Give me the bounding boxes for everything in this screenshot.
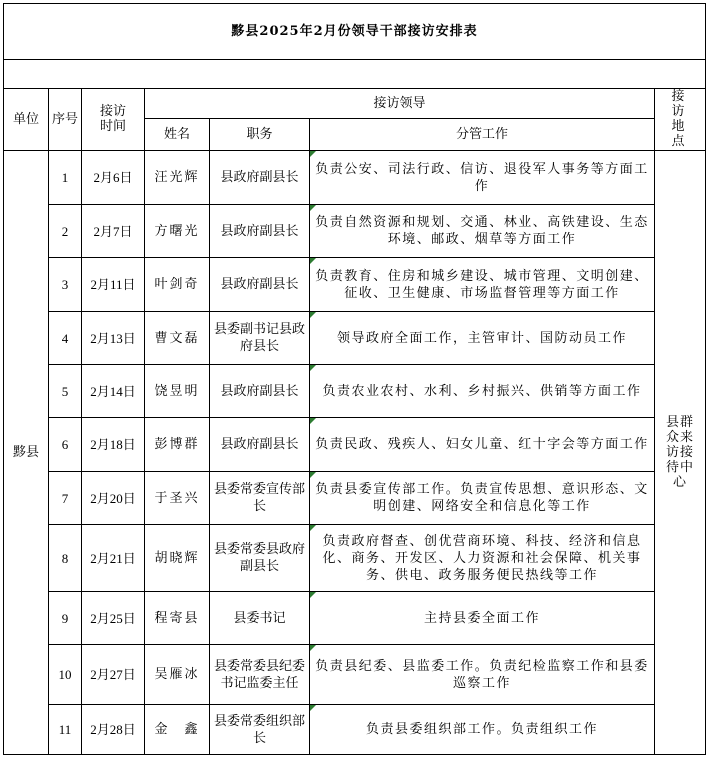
page-title: 黟县2025年2月份领导干部接访安排表	[4, 4, 706, 60]
name-cell: 吴雁冰	[145, 645, 210, 705]
position-cell: 县委常委组织部长	[210, 705, 310, 755]
table-row	[4, 258, 706, 312]
name-cell: 胡晓辉	[145, 525, 210, 592]
header-name: 姓名	[145, 119, 210, 151]
name-cell: 汪光辉	[145, 151, 210, 205]
duty-cell: 负责民政、残疾人、妇女儿童、红十字会等方面工作	[310, 418, 655, 472]
seq-cell: 4	[49, 312, 82, 365]
seq-cell: 8	[49, 525, 82, 592]
header-seq: 序号	[49, 89, 82, 151]
table-row	[4, 645, 706, 705]
date-cell: 2月27日	[82, 645, 145, 705]
position-cell: 县委常委县政府副县长	[210, 525, 310, 592]
name-cell: 叶剑奇	[145, 258, 210, 312]
table-row	[4, 365, 706, 418]
table-row	[4, 472, 706, 525]
position-cell: 县政府副县长	[210, 205, 310, 258]
date-cell: 2月7日	[82, 205, 145, 258]
date-cell: 2月6日	[82, 151, 145, 205]
table-row	[4, 205, 706, 258]
position-cell: 县委常委县纪委书记监委主任	[210, 645, 310, 705]
date-cell: 2月11日	[82, 258, 145, 312]
position-cell: 县政府副县长	[210, 418, 310, 472]
duty-cell: 领导政府全面工作，主管审计、国防动员工作	[310, 312, 655, 365]
date-cell: 2月20日	[82, 472, 145, 525]
date-cell: 2月28日	[82, 705, 145, 755]
seq-cell: 6	[49, 418, 82, 472]
header-time: 接访时间	[82, 89, 145, 151]
duty-cell: 负责农业农村、水利、乡村振兴、供销等方面工作	[310, 365, 655, 418]
name-cell: 金 鑫	[145, 705, 210, 755]
date-cell: 2月14日	[82, 365, 145, 418]
name-cell: 程寄县	[145, 592, 210, 645]
duty-cell: 负责县纪委、县监委工作。负责纪检监察工作和县委巡察工作	[310, 645, 655, 705]
seq-cell: 7	[49, 472, 82, 525]
duty-cell: 负责自然资源和规划、交通、林业、高铁建设、生态环境、邮政、烟草等方面工作	[310, 205, 655, 258]
position-cell: 县政府副县长	[210, 151, 310, 205]
reception-schedule-table	[3, 3, 706, 755]
name-cell: 饶昱明	[145, 365, 210, 418]
date-cell: 2月21日	[82, 525, 145, 592]
table-row	[4, 151, 706, 205]
duty-cell: 负责县委宣传部工作。负责宣传思想、意识形态、文明创建、网络安全和信息化等工作	[310, 472, 655, 525]
position-cell: 县委书记	[210, 592, 310, 645]
duty-cell: 负责教育、住房和城乡建设、城市管理、文明创建、征收、卫生健康、市场监督管理等方面工作	[310, 258, 655, 312]
header-location: 接访地点	[655, 89, 706, 151]
position-cell: 县委副书记县政府县长	[210, 312, 310, 365]
seq-cell: 11	[49, 705, 82, 755]
table-row	[4, 592, 706, 645]
location-cell: 县群众来访接待中心	[655, 151, 706, 755]
position-cell: 县委常委宣传部长	[210, 472, 310, 525]
date-cell: 2月18日	[82, 418, 145, 472]
blank-row	[4, 60, 706, 89]
date-cell: 2月13日	[82, 312, 145, 365]
header-duty: 分管工作	[310, 119, 655, 151]
table-row	[4, 312, 706, 365]
position-cell: 县政府副县长	[210, 365, 310, 418]
duty-cell: 负责公安、司法行政、信访、退役军人事务等方面工作	[310, 151, 655, 205]
header-leader: 接访领导	[145, 89, 655, 119]
seq-cell: 10	[49, 645, 82, 705]
unit-cell: 黟县	[4, 151, 49, 755]
name-cell: 于圣兴	[145, 472, 210, 525]
table-row	[4, 705, 706, 755]
position-cell: 县政府副县长	[210, 258, 310, 312]
name-cell: 彭博群	[145, 418, 210, 472]
duty-cell: 主持县委全面工作	[310, 592, 655, 645]
seq-cell: 5	[49, 365, 82, 418]
seq-cell: 2	[49, 205, 82, 258]
header-position: 职务	[210, 119, 310, 151]
seq-cell: 1	[49, 151, 82, 205]
duty-cell: 负责政府督查、创优营商环境、科技、经济和信息化、商务、开发区、人力资源和社会保障、机关事务、供电、政务服务便民热线等工作	[310, 525, 655, 592]
date-cell: 2月25日	[82, 592, 145, 645]
table-row	[4, 525, 706, 592]
seq-cell: 3	[49, 258, 82, 312]
name-cell: 方曙光	[145, 205, 210, 258]
seq-cell: 9	[49, 592, 82, 645]
duty-cell: 负责县委组织部工作。负责组织工作	[310, 705, 655, 755]
name-cell: 曹文磊	[145, 312, 210, 365]
header-unit: 单位	[4, 89, 49, 151]
table-row	[4, 418, 706, 472]
